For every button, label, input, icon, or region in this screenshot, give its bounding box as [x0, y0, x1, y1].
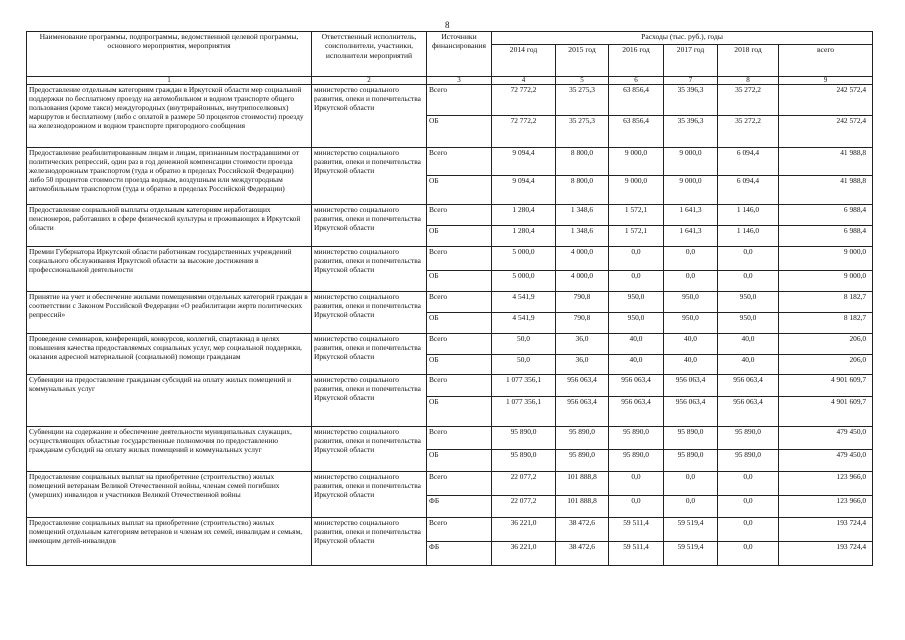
- year-value: 0,0: [718, 271, 779, 292]
- year-value: 36,0: [556, 355, 609, 375]
- total-value: 123 966,0: [779, 472, 873, 496]
- executor: министерство социального развития, опеки и попечительства Иркутской области: [312, 247, 427, 292]
- funding-source: ОБ: [427, 450, 492, 472]
- total-value: 206,0: [779, 355, 873, 375]
- total-value: 479 450,0: [779, 450, 873, 472]
- year-value: 9 000,0: [664, 148, 718, 176]
- year-value: 956 063,4: [718, 375, 779, 397]
- year-value: 4 000,0: [556, 271, 609, 292]
- funding-source: Всего: [427, 205, 492, 226]
- column-number: 9: [779, 77, 873, 85]
- column-number: 5: [556, 77, 609, 85]
- year-value: 59 519,4: [664, 542, 718, 566]
- funding-source: ОБ: [427, 397, 492, 427]
- year-value: 35 396,3: [664, 85, 718, 116]
- header-expenses: Расходы (тыс. руб.), годы: [492, 32, 873, 45]
- header-year: 2017 год: [664, 45, 718, 77]
- activity-name: Предоставление отдельным категориям граждан в Иркутской области мер социальной поддержки по бесплатному проезду на автомобильном и водном транспорте общего пользования (кроме такси) междугородных (внутрирайонных, внутрипоселковых) маршрутов и бесплатному (либо с оплатой в размере 50 процентов стоимости) проезду на железнодорожном и водном транспорте пригородного сообщения: [27, 85, 312, 148]
- total-value: 41 988,8: [779, 148, 873, 176]
- executor: министерство социального развития, опеки и попечительства Иркутской области: [312, 518, 427, 566]
- year-value: 4 541,9: [492, 292, 556, 313]
- year-value: 1 641,3: [664, 226, 718, 247]
- year-value: 1 077 356,1: [492, 397, 556, 427]
- executor: министерство социального развития, опеки и попечительства Иркутской области: [312, 375, 427, 427]
- year-value: 9 000,0: [664, 176, 718, 205]
- activity-name: Предоставление социальных выплат на приобретение (строительство) жилых помещений отдельным категориям ветеранов и членам их семей, инвалидам и семьям, имеющим детей-инвалидов: [27, 518, 312, 566]
- activity-name: Субвенции на содержание и обеспечение деятельности муниципальных служащих, осуществляющих областные государственные полномочия по предоставлению гражданам субсидий на оплату жилых помещений и коммунальных услуг: [27, 427, 312, 472]
- year-value: 0,0: [664, 496, 718, 518]
- table-row: [27, 518, 873, 542]
- header-year: 2015 год: [556, 45, 609, 77]
- year-value: 6 094,4: [718, 176, 779, 205]
- table-row: [27, 148, 873, 176]
- year-value: 35 396,3: [664, 116, 718, 148]
- year-value: 950,0: [609, 313, 664, 334]
- year-value: 950,0: [664, 313, 718, 334]
- year-value: 95 890,0: [556, 427, 609, 450]
- total-value: 8 182,7: [779, 292, 873, 313]
- table-row: [27, 472, 873, 496]
- table-body: [27, 85, 873, 566]
- column-number: 4: [492, 77, 556, 85]
- year-value: 95 890,0: [664, 450, 718, 472]
- header-year: 2014 год: [492, 45, 556, 77]
- funding-source: Всего: [427, 247, 492, 271]
- year-value: 40,0: [664, 334, 718, 355]
- table-row: [27, 427, 873, 450]
- total-value: 41 988,8: [779, 176, 873, 205]
- executor: министерство социального развития, опеки и попечительства Иркутской области: [312, 472, 427, 518]
- total-value: 242 572,4: [779, 85, 873, 116]
- year-value: 956 063,4: [556, 375, 609, 397]
- funding-source: Всего: [427, 334, 492, 355]
- column-number: 3: [427, 77, 492, 85]
- year-value: 95 890,0: [718, 450, 779, 472]
- year-value: 36,0: [556, 334, 609, 355]
- year-value: 9 000,0: [609, 148, 664, 176]
- activity-name: Предоставление социальной выплаты отдельным категориям неработающих пенсионеров, работавших в сфере физической культуры и проживающих в Иркутской области: [27, 205, 312, 247]
- funding-source: ФБ: [427, 542, 492, 566]
- year-value: 9 000,0: [609, 176, 664, 205]
- year-value: 9 094,4: [492, 148, 556, 176]
- activity-name: Субвенции на предоставление гражданам субсидий на оплату жилых помещений и коммунальных услуг: [27, 375, 312, 427]
- year-value: 1 348,6: [556, 205, 609, 226]
- page-number: 8: [445, 20, 450, 30]
- header-name: Наименование программы, подпрограммы, ведомственной целевой программы, основного мероприятия, мероприятия: [27, 32, 312, 77]
- year-value: 63 856,4: [609, 116, 664, 148]
- year-value: 95 890,0: [609, 427, 664, 450]
- year-value: 95 890,0: [492, 450, 556, 472]
- funding-source: ОБ: [427, 355, 492, 375]
- year-value: 59 519,4: [664, 518, 718, 542]
- funding-source: Всего: [427, 472, 492, 496]
- year-value: 0,0: [664, 472, 718, 496]
- year-value: 956 063,4: [609, 375, 664, 397]
- year-value: 956 063,4: [664, 375, 718, 397]
- year-value: 35 272,2: [718, 85, 779, 116]
- total-value: 242 572,4: [779, 116, 873, 148]
- year-value: 101 888,8: [556, 496, 609, 518]
- year-value: 50,0: [492, 355, 556, 375]
- year-value: 36 221,0: [492, 542, 556, 566]
- executor: министерство социального развития, опеки и попечительства Иркутской области: [312, 85, 427, 148]
- year-value: 0,0: [609, 496, 664, 518]
- year-value: 59 511,4: [609, 542, 664, 566]
- header-year: 2018 год: [718, 45, 779, 77]
- year-value: 1 641,3: [664, 205, 718, 226]
- year-value: 956 063,4: [718, 397, 779, 427]
- funding-source: Всего: [427, 518, 492, 542]
- year-value: 5 000,0: [492, 271, 556, 292]
- executor: министерство социального развития, опеки и попечительства Иркутской области: [312, 292, 427, 334]
- funding-source: ОБ: [427, 176, 492, 205]
- funding-source: ОБ: [427, 116, 492, 148]
- total-value: 9 000,0: [779, 271, 873, 292]
- year-value: 790,8: [556, 313, 609, 334]
- activity-name: Проведение семинаров, конференций, конкурсов, коллегий, спартакиад в целях повышения качества предоставляемых социальных услуг, мер социальной поддержки, оказания адресной материальной (социальной) помощи гражданам: [27, 334, 312, 375]
- year-value: 0,0: [718, 496, 779, 518]
- year-value: 40,0: [718, 334, 779, 355]
- total-value: 9 000,0: [779, 247, 873, 271]
- total-value: 123 966,0: [779, 496, 873, 518]
- activity-name: Принятие на учет и обеспечение жилыми помещениями отдельных категорий граждан в соответствии с Законом Российской Федерации «О реабилитации жертв политических репрессий»: [27, 292, 312, 334]
- table-row: [27, 85, 873, 116]
- year-value: 6 094,4: [718, 148, 779, 176]
- year-value: 1 146,0: [718, 205, 779, 226]
- year-value: 0,0: [609, 472, 664, 496]
- total-value: 206,0: [779, 334, 873, 355]
- funding-source: ОБ: [427, 271, 492, 292]
- funding-source: Всего: [427, 427, 492, 450]
- total-value: 193 724,4: [779, 542, 873, 566]
- funding-source: ОБ: [427, 226, 492, 247]
- year-value: 95 890,0: [609, 450, 664, 472]
- year-value: 1 280,4: [492, 226, 556, 247]
- funding-source: ОБ: [427, 313, 492, 334]
- funding-source: Всего: [427, 148, 492, 176]
- year-value: 5 000,0: [492, 247, 556, 271]
- year-value: 35 275,3: [556, 85, 609, 116]
- year-value: 0,0: [609, 247, 664, 271]
- year-value: 40,0: [718, 355, 779, 375]
- year-value: 72 772,2: [492, 85, 556, 116]
- year-value: 8 800,0: [556, 148, 609, 176]
- year-value: 950,0: [718, 292, 779, 313]
- executor: министерство социального развития, опеки и попечительства Иркутской области: [312, 148, 427, 205]
- year-value: 63 856,4: [609, 85, 664, 116]
- funding-source: Всего: [427, 375, 492, 397]
- year-value: 950,0: [718, 313, 779, 334]
- year-value: 4 000,0: [556, 247, 609, 271]
- year-value: 95 890,0: [718, 427, 779, 450]
- column-number: 8: [718, 77, 779, 85]
- year-value: 22 077,2: [492, 472, 556, 496]
- year-value: 0,0: [718, 472, 779, 496]
- year-value: 35 272,2: [718, 116, 779, 148]
- year-value: 38 472,6: [556, 518, 609, 542]
- activity-name: Предоставление реабилитированным лицам и лицам, признанным пострадавшими от политических репрессий, один раз в год денежной компенсации стоимости проезда железнодорожным транспортом (туда и обратно в пределах Российской Федерации) либо 50 процентов стоимости проезда водным, воздушным или междугородным автомобильным транспортом (туда и обратно в пределах Российской Федерации): [27, 148, 312, 205]
- year-value: 72 772,2: [492, 116, 556, 148]
- year-value: 1 146,0: [718, 226, 779, 247]
- year-value: 8 800,0: [556, 176, 609, 205]
- total-value: 4 901 609,7: [779, 397, 873, 427]
- year-value: 22 077,2: [492, 496, 556, 518]
- year-value: 0,0: [718, 518, 779, 542]
- executor: министерство социального развития, опеки и попечительства Иркутской области: [312, 334, 427, 375]
- column-number: 1: [27, 77, 312, 85]
- executor: министерство социального развития, опеки и попечительства Иркутской области: [312, 427, 427, 472]
- year-value: 50,0: [492, 334, 556, 355]
- column-number: 2: [312, 77, 427, 85]
- header-source: Источники финансирования: [427, 32, 492, 77]
- year-value: 38 472,6: [556, 542, 609, 566]
- year-value: 0,0: [664, 247, 718, 271]
- budget-table: [26, 31, 873, 566]
- year-value: 1 077 356,1: [492, 375, 556, 397]
- total-value: 4 901 609,7: [779, 375, 873, 397]
- year-value: 0,0: [718, 247, 779, 271]
- year-value: 0,0: [609, 271, 664, 292]
- year-value: 35 275,3: [556, 116, 609, 148]
- year-value: 956 063,4: [609, 397, 664, 427]
- year-value: 1 348,6: [556, 226, 609, 247]
- year-value: 40,0: [609, 334, 664, 355]
- table-row: [27, 292, 873, 313]
- column-number: 7: [664, 77, 718, 85]
- year-value: 0,0: [718, 542, 779, 566]
- year-value: 950,0: [664, 292, 718, 313]
- activity-name: Предоставление социальных выплат на приобретение (строительство) жилых помещений ветеранам Великой Отечественной войны, членам семей погибших (умерших) инвалидов и участников Великой Отечественной войны: [27, 472, 312, 518]
- funding-source: Всего: [427, 85, 492, 116]
- year-value: 95 890,0: [492, 427, 556, 450]
- activity-name: Премии Губернатора Иркутской области работникам государственных учреждений социального обслуживания Иркутской области за высокие достижения в профессиональной деятельности: [27, 247, 312, 292]
- table-row: [27, 247, 873, 271]
- year-value: 1 572,1: [609, 205, 664, 226]
- year-value: 956 063,4: [556, 397, 609, 427]
- year-value: 0,0: [664, 271, 718, 292]
- total-value: 193 724,4: [779, 518, 873, 542]
- total-value: 6 988,4: [779, 205, 873, 226]
- total-value: 8 182,7: [779, 313, 873, 334]
- year-value: 956 063,4: [664, 397, 718, 427]
- year-value: 101 888,8: [556, 472, 609, 496]
- total-value: 6 988,4: [779, 226, 873, 247]
- table-row: [27, 205, 873, 226]
- year-value: 59 511,4: [609, 518, 664, 542]
- year-value: 36 221,0: [492, 518, 556, 542]
- year-value: 95 890,0: [664, 427, 718, 450]
- year-value: 9 094,4: [492, 176, 556, 205]
- header-executor: Ответственный исполнитель, соисполнители, участники, исполнители мероприятий: [312, 32, 427, 77]
- year-value: 1 572,1: [609, 226, 664, 247]
- total-value: 479 450,0: [779, 427, 873, 450]
- year-value: 40,0: [664, 355, 718, 375]
- year-value: 790,8: [556, 292, 609, 313]
- year-value: 4 541,9: [492, 313, 556, 334]
- header-total: всего: [779, 45, 873, 77]
- year-value: 1 280,4: [492, 205, 556, 226]
- year-value: 40,0: [609, 355, 664, 375]
- column-number: 6: [609, 77, 664, 85]
- table-row: [27, 375, 873, 397]
- year-value: 95 890,0: [556, 450, 609, 472]
- year-value: 950,0: [609, 292, 664, 313]
- header-year: 2016 год: [609, 45, 664, 77]
- executor: министерство социального развития, опеки и попечительства Иркутской области: [312, 205, 427, 247]
- table-row: [27, 334, 873, 355]
- funding-source: ФБ: [427, 496, 492, 518]
- funding-source: Всего: [427, 292, 492, 313]
- column-number-row: [27, 77, 873, 85]
